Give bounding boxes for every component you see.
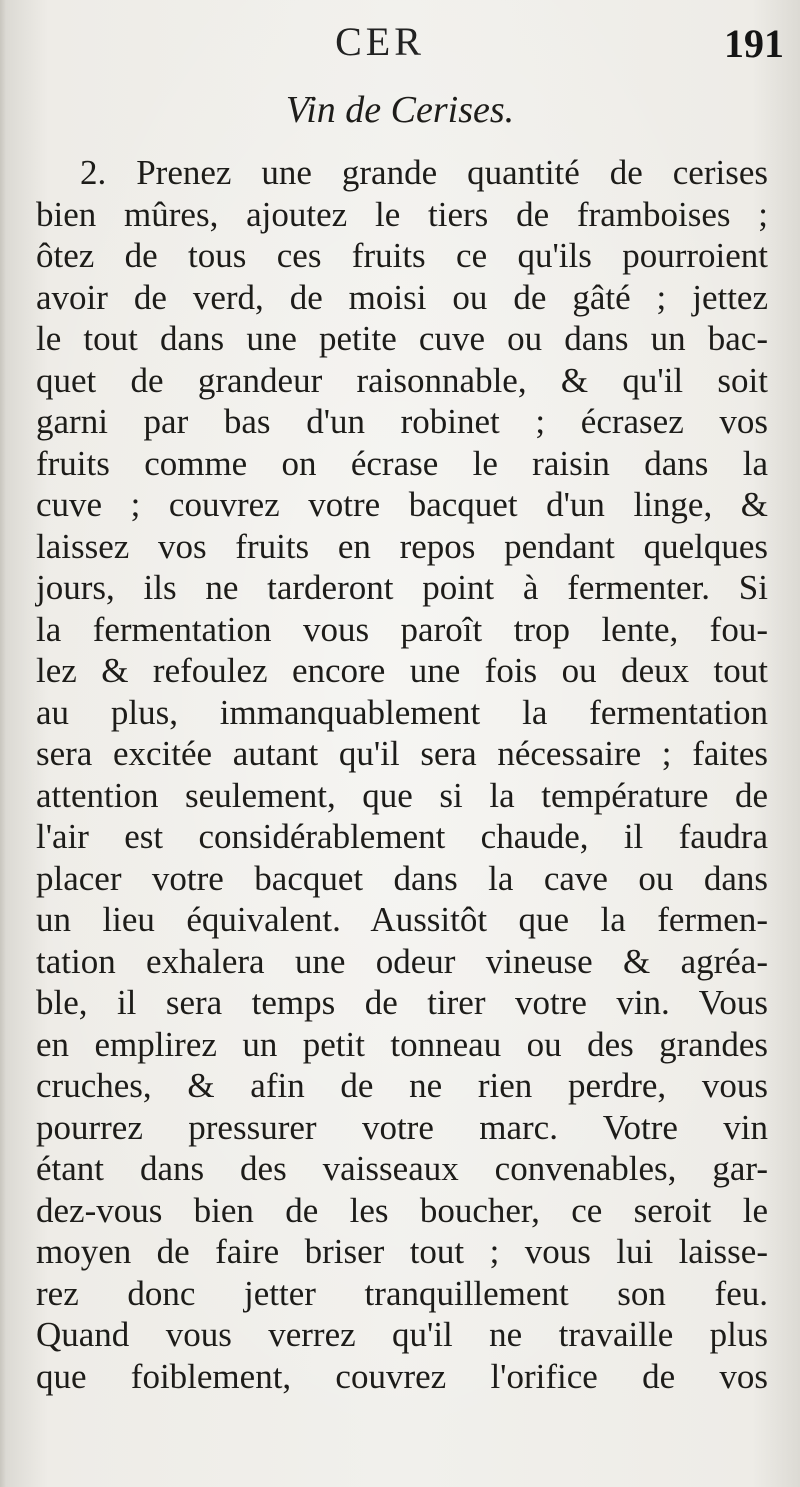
- text-line: jours, ils ne tarderont point à fermenter. Si: [36, 568, 768, 607]
- text-line: pourrez pressurer votre marc. Votre vin: [36, 1107, 768, 1147]
- text-line: cuve ; couvrez votre bacquet d'un linge, &: [36, 485, 768, 524]
- text-line: tation exhalera une odeur vineuse & agréa-: [36, 941, 768, 981]
- text-line: 2. Prenez une grande quantité de cerises: [80, 153, 768, 192]
- text-line: au plus, immanquablement la fermentation: [36, 692, 768, 732]
- page-edge-shadow: [0, 0, 6, 1487]
- text-line: étant dans des vaisseaux convenables, gar-: [36, 1149, 768, 1188]
- text-line: placer votre bacquet dans la cave ou dans: [36, 858, 768, 898]
- page-number: 191: [724, 21, 784, 66]
- text-line: un lieu équivalent. Aussitôt que la fermen-: [36, 900, 768, 939]
- text-line: lez & refoulez encore une fois ou deux tout: [36, 651, 768, 690]
- text-line: laissez vos fruits en repos pendant quelques: [36, 526, 768, 566]
- text-line: bien mûres, ajoutez le tiers de framboises ;: [36, 194, 768, 234]
- text-line: fruits comme on écrase le raisin dans la: [36, 443, 768, 483]
- text-line: le tout dans une petite cuve ou dans un bac-: [36, 319, 768, 358]
- text-line: moyen de faire briser tout ; vous lui laisse-: [36, 1232, 768, 1271]
- running-head: [0, 18, 800, 78]
- text-line: l'air est considérablement chaude, il faudra: [36, 817, 768, 856]
- text-line: dez-vous bien de les boucher, ce seroit le: [36, 1190, 768, 1230]
- text-line: cruches, & afin de ne rien perdre, vous: [36, 1066, 768, 1105]
- text-line: avoir de verd, de moisi ou de gâté ; jettez: [36, 277, 768, 317]
- text-line: rez donc jetter tranquillement son feu.: [36, 1273, 768, 1313]
- text-line: que foiblement, couvrez l'orifice de vos: [36, 1356, 768, 1396]
- text-line: ble, il sera temps de tirer votre vin. Vous: [36, 983, 768, 1022]
- text-line: Quand vous verrez qu'il ne travaille plus: [36, 1315, 768, 1354]
- text-line: attention seulement, que si la température de: [36, 775, 768, 815]
- text-line: ôtez de tous ces fruits ce qu'ils pourroient: [36, 236, 768, 275]
- text-line: quet de grandeur raisonnable, & qu'il soit: [36, 360, 768, 400]
- text-line: en emplirez un petit tonneau ou des grandes: [36, 1024, 768, 1064]
- text-line: sera excitée autant qu'il sera nécessaire ; faites: [36, 734, 768, 773]
- section-title: Vin de Cerises.: [285, 89, 515, 131]
- body-text: [36, 152, 768, 1397]
- text-line: la fermentation vous paroît trop lente, fou-: [36, 609, 768, 649]
- text-line: garni par bas d'un robinet ; écrasez vos: [36, 402, 768, 441]
- running-head-title: CER: [335, 19, 425, 64]
